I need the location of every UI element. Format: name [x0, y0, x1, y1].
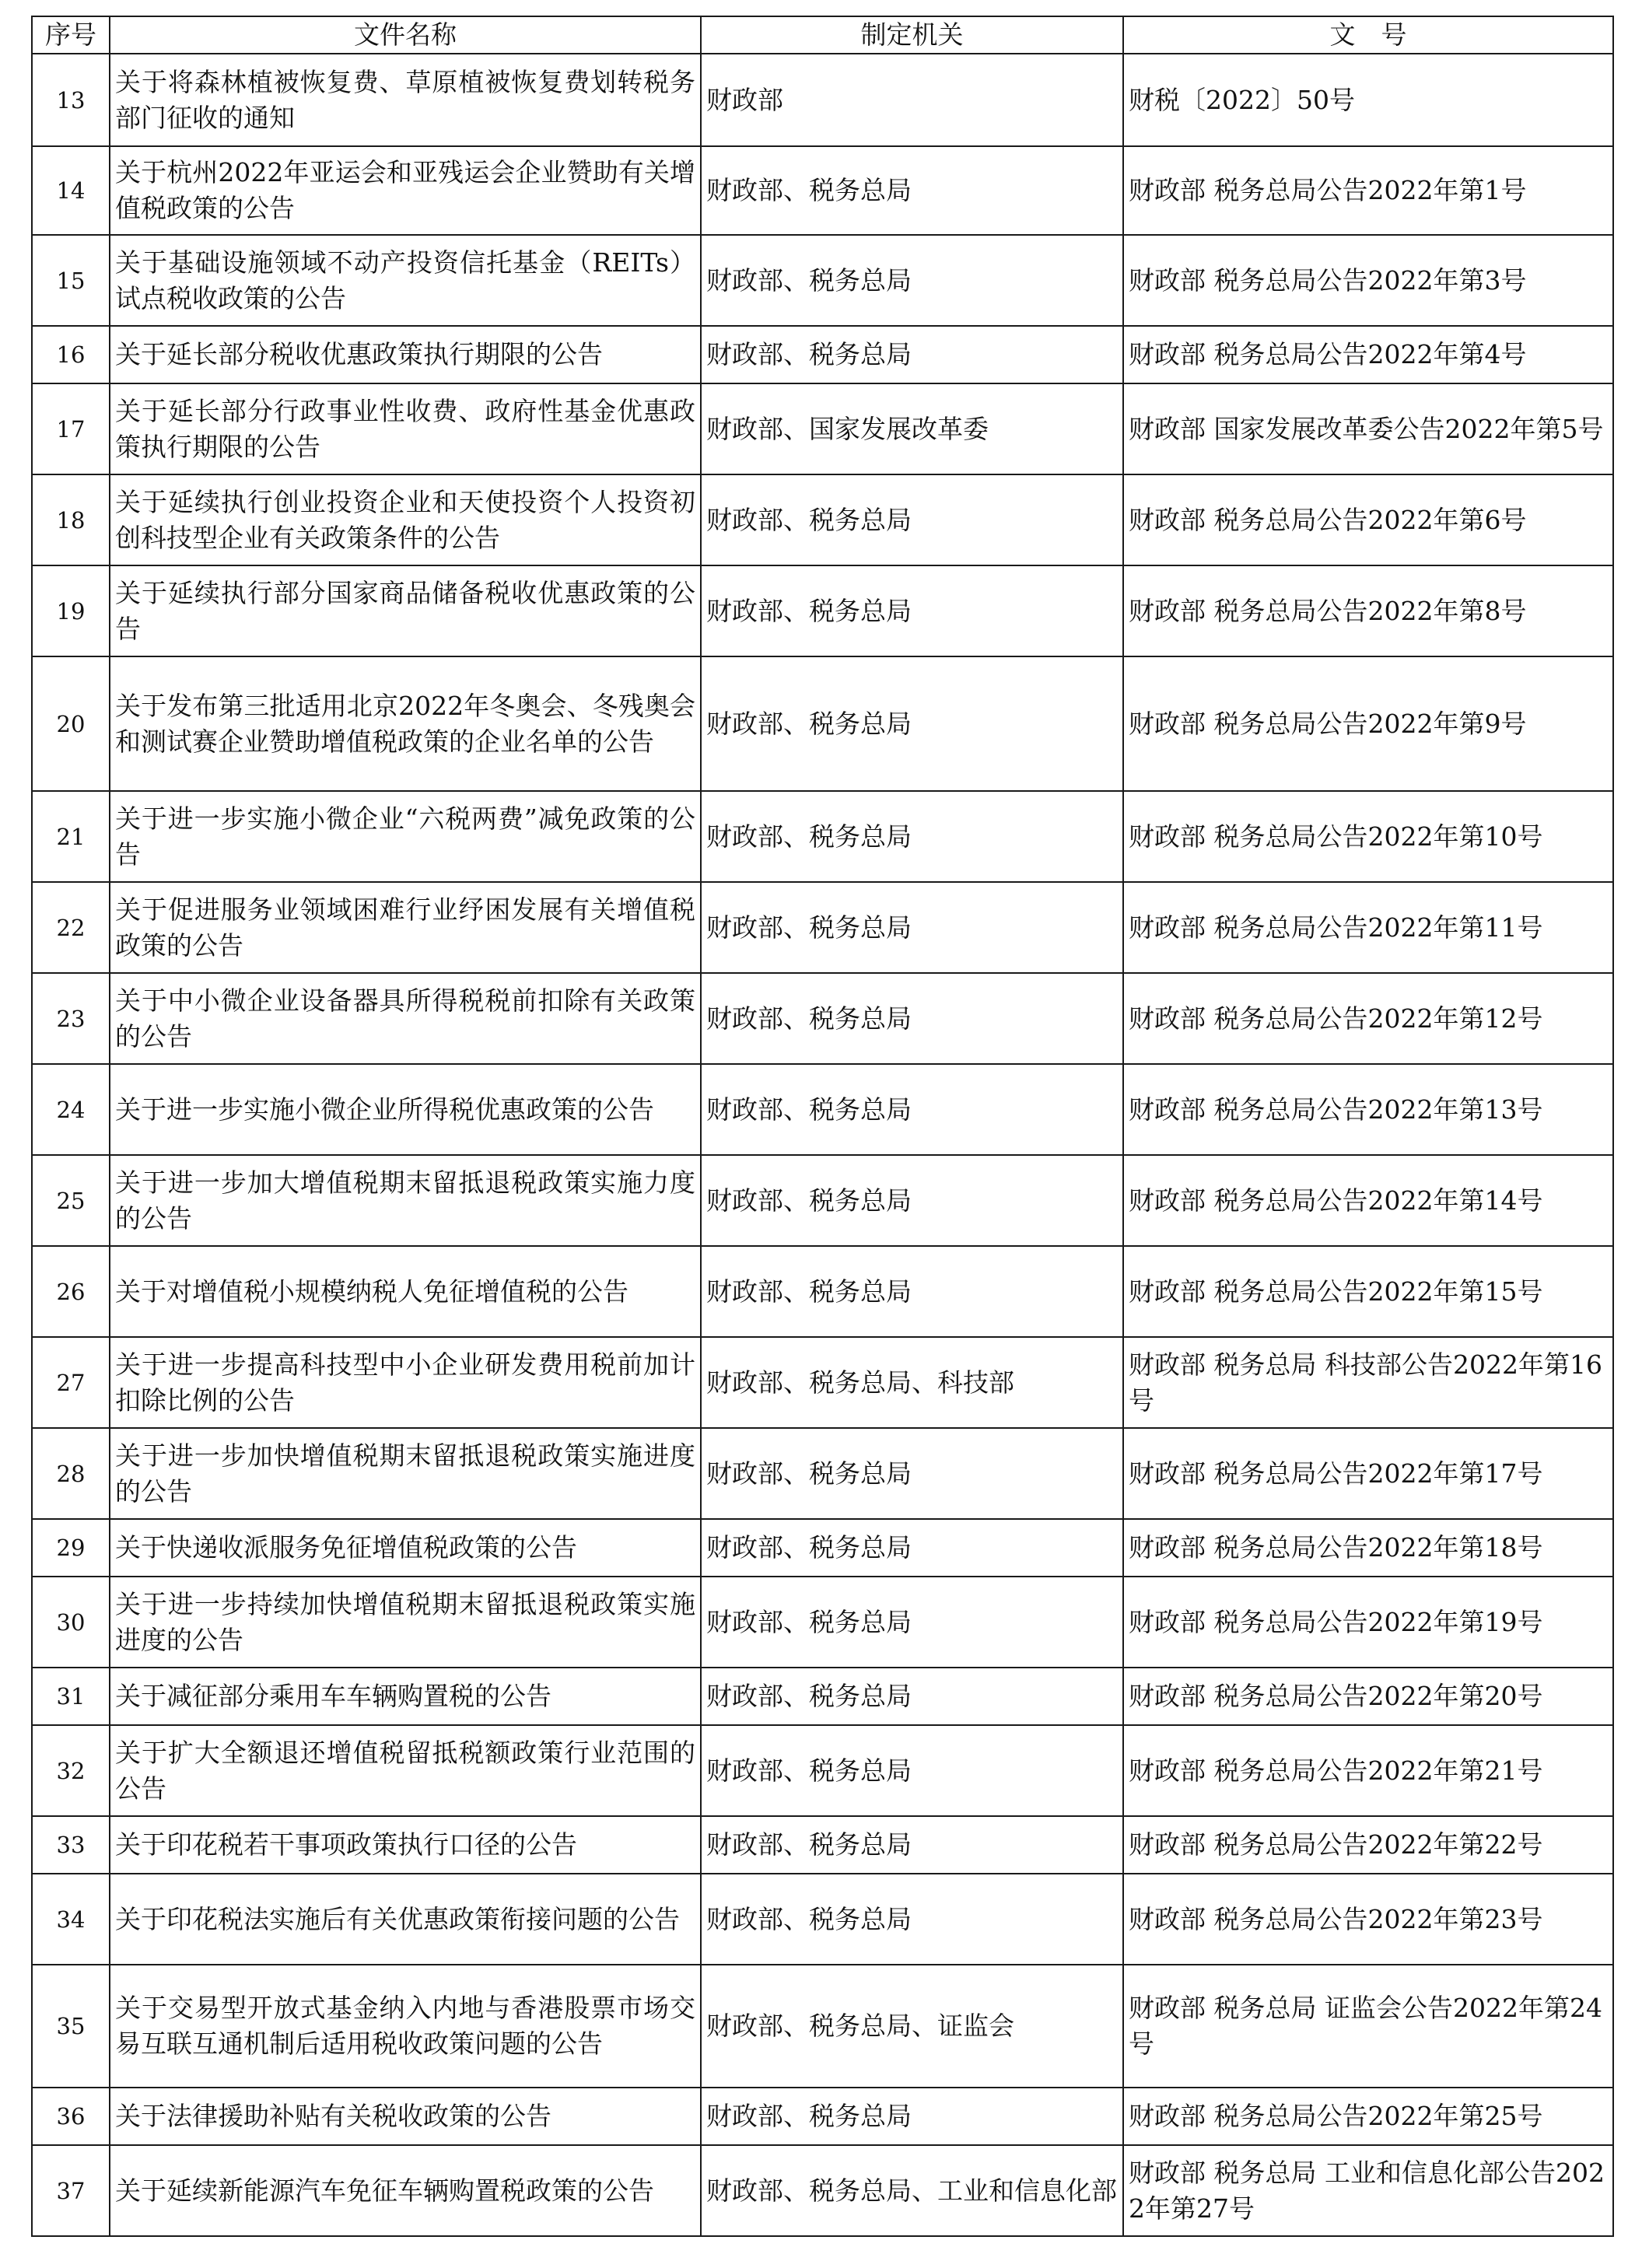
document-name-cell: 关于进一步持续加快增值税期末留抵退税政策实施进度的公告	[110, 1577, 701, 1668]
row-number: 27	[32, 1337, 110, 1428]
document-name-cell: 关于中小微企业设备器具所得税税前扣除有关政策的公告	[110, 973, 701, 1064]
table-row	[32, 383, 1613, 474]
row-number: 25	[32, 1155, 110, 1246]
document-number-cell: 财政部 税务总局公告2022年第11号	[1123, 882, 1613, 973]
table-row	[32, 1725, 1613, 1816]
row-number: 18	[32, 474, 110, 565]
document-name-cell: 关于印花税法实施后有关优惠政策衔接问题的公告	[110, 1874, 701, 1965]
issuing-authority-cell: 财政部	[701, 54, 1123, 146]
document-number-cell: 财政部 税务总局公告2022年第18号	[1123, 1519, 1613, 1577]
row-number: 33	[32, 1816, 110, 1874]
row-number: 24	[32, 1064, 110, 1155]
document-name-cell: 关于促进服务业领域困难行业纾困发展有关增值税政策的公告	[110, 882, 701, 973]
document-name-cell: 关于延续新能源汽车免征车辆购置税政策的公告	[110, 2145, 701, 2236]
row-number: 36	[32, 2088, 110, 2145]
issuing-authority-cell: 财政部、税务总局	[701, 791, 1123, 882]
document-number-cell: 财政部 税务总局公告2022年第25号	[1123, 2088, 1613, 2145]
row-number: 21	[32, 791, 110, 882]
row-number: 28	[32, 1428, 110, 1519]
document-name-cell: 关于减征部分乘用车车辆购置税的公告	[110, 1668, 701, 1725]
issuing-authority-cell: 财政部、税务总局、工业和信息化部	[701, 2145, 1123, 2236]
document-number-cell: 财政部 税务总局公告2022年第3号	[1123, 235, 1613, 326]
row-number: 15	[32, 235, 110, 326]
issuing-authority-cell: 财政部、税务总局	[701, 326, 1123, 383]
table-row	[32, 326, 1613, 383]
row-number: 34	[32, 1874, 110, 1965]
header-number: 序号	[32, 16, 110, 54]
document-name-cell: 关于扩大全额退还增值税留抵税额政策行业范围的公告	[110, 1725, 701, 1816]
document-number-cell: 财政部 税务总局公告2022年第13号	[1123, 1064, 1613, 1155]
document-number-cell: 财政部 税务总局公告2022年第12号	[1123, 973, 1613, 1064]
document-name-cell: 关于基础设施领域不动产投资信托基金（REITs）试点税收政策的公告	[110, 235, 701, 326]
issuing-authority-cell: 财政部、税务总局	[701, 1428, 1123, 1519]
header-issuing-authority: 制定机关	[701, 16, 1123, 54]
table-header-row	[32, 16, 1613, 54]
document-name-cell: 关于延续执行创业投资企业和天使投资个人投资初创科技型企业有关政策条件的公告	[110, 474, 701, 565]
document-number-cell: 财政部 国家发展改革委公告2022年第5号	[1123, 383, 1613, 474]
row-number: 13	[32, 54, 110, 146]
row-number: 22	[32, 882, 110, 973]
row-number: 26	[32, 1246, 110, 1337]
document-number-cell: 财政部 税务总局公告2022年第21号	[1123, 1725, 1613, 1816]
document-number-cell: 财政部 税务总局公告2022年第6号	[1123, 474, 1613, 565]
table-row	[32, 1874, 1613, 1965]
issuing-authority-cell: 财政部、税务总局	[701, 1064, 1123, 1155]
issuing-authority-cell: 财政部、税务总局	[701, 565, 1123, 656]
document-name-cell: 关于延长部分行政事业性收费、政府性基金优惠政策执行期限的公告	[110, 383, 701, 474]
table-row	[32, 1155, 1613, 1246]
document-number-cell: 财政部 税务总局 科技部公告2022年第16号	[1123, 1337, 1613, 1428]
table-row	[32, 2088, 1613, 2145]
issuing-authority-cell: 财政部、税务总局	[701, 474, 1123, 565]
document-number-cell: 财政部 税务总局公告2022年第10号	[1123, 791, 1613, 882]
table-row	[32, 54, 1613, 146]
row-number: 29	[32, 1519, 110, 1577]
policy-table	[31, 16, 1614, 2237]
row-number: 17	[32, 383, 110, 474]
table-body	[32, 54, 1613, 2236]
table-row	[32, 1337, 1613, 1428]
row-number: 32	[32, 1725, 110, 1816]
table-row	[32, 474, 1613, 565]
issuing-authority-cell: 财政部、税务总局	[701, 235, 1123, 326]
table-row	[32, 1064, 1613, 1155]
table-row	[32, 235, 1613, 326]
document-number-cell: 财政部 税务总局 工业和信息化部公告2022年第27号	[1123, 2145, 1613, 2236]
document-number-cell: 财政部 税务总局公告2022年第19号	[1123, 1577, 1613, 1668]
document-number-cell: 财政部 税务总局公告2022年第14号	[1123, 1155, 1613, 1246]
row-number: 35	[32, 1965, 110, 2088]
document-number-cell: 财政部 税务总局公告2022年第8号	[1123, 565, 1613, 656]
table-row	[32, 882, 1613, 973]
document-number-cell: 财税〔2022〕50号	[1123, 54, 1613, 146]
document-page	[31, 16, 1612, 2237]
row-number: 19	[32, 565, 110, 656]
table-row	[32, 1246, 1613, 1337]
row-number: 14	[32, 146, 110, 235]
document-name-cell: 关于法律援助补贴有关税收政策的公告	[110, 2088, 701, 2145]
header-document-number: 文 号	[1123, 16, 1613, 54]
row-number: 31	[32, 1668, 110, 1725]
document-name-cell: 关于快递收派服务免征增值税政策的公告	[110, 1519, 701, 1577]
document-name-cell: 关于延续执行部分国家商品储备税收优惠政策的公告	[110, 565, 701, 656]
issuing-authority-cell: 财政部、税务总局	[701, 1874, 1123, 1965]
table-row	[32, 1428, 1613, 1519]
table-row	[32, 973, 1613, 1064]
issuing-authority-cell: 财政部、国家发展改革委	[701, 383, 1123, 474]
document-name-cell: 关于进一步实施小微企业“六税两费”减免政策的公告	[110, 791, 701, 882]
table-row	[32, 1519, 1613, 1577]
issuing-authority-cell: 财政部、税务总局、证监会	[701, 1965, 1123, 2088]
document-name-cell: 关于将森林植被恢复费、草原植被恢复费划转税务部门征收的通知	[110, 54, 701, 146]
issuing-authority-cell: 财政部、税务总局、科技部	[701, 1337, 1123, 1428]
document-number-cell: 财政部 税务总局公告2022年第23号	[1123, 1874, 1613, 1965]
document-name-cell: 关于杭州2022年亚运会和亚残运会企业赞助有关增值税政策的公告	[110, 146, 701, 235]
document-number-cell: 财政部 税务总局公告2022年第9号	[1123, 656, 1613, 791]
row-number: 16	[32, 326, 110, 383]
issuing-authority-cell: 财政部、税务总局	[701, 1577, 1123, 1668]
document-number-cell: 财政部 税务总局公告2022年第17号	[1123, 1428, 1613, 1519]
document-name-cell: 关于进一步加大增值税期末留抵退税政策实施力度的公告	[110, 1155, 701, 1246]
issuing-authority-cell: 财政部、税务总局	[701, 882, 1123, 973]
issuing-authority-cell: 财政部、税务总局	[701, 1519, 1123, 1577]
issuing-authority-cell: 财政部、税务总局	[701, 656, 1123, 791]
table-row	[32, 1965, 1613, 2088]
document-name-cell: 关于交易型开放式基金纳入内地与香港股票市场交易互联互通机制后适用税收政策问题的公告	[110, 1965, 701, 2088]
document-number-cell: 财政部 税务总局公告2022年第15号	[1123, 1246, 1613, 1337]
table-row	[32, 2145, 1613, 2236]
document-name-cell: 关于印花税若干事项政策执行口径的公告	[110, 1816, 701, 1874]
document-number-cell: 财政部 税务总局公告2022年第4号	[1123, 326, 1613, 383]
document-number-cell: 财政部 税务总局 证监会公告2022年第24号	[1123, 1965, 1613, 2088]
document-number-cell: 财政部 税务总局公告2022年第20号	[1123, 1668, 1613, 1725]
issuing-authority-cell: 财政部、税务总局	[701, 146, 1123, 235]
table-row	[32, 1816, 1613, 1874]
document-name-cell: 关于延长部分税收优惠政策执行期限的公告	[110, 326, 701, 383]
issuing-authority-cell: 财政部、税务总局	[701, 1155, 1123, 1246]
issuing-authority-cell: 财政部、税务总局	[701, 2088, 1123, 2145]
row-number: 20	[32, 656, 110, 791]
header-document-name: 文件名称	[110, 16, 701, 54]
row-number: 37	[32, 2145, 110, 2236]
issuing-authority-cell: 财政部、税务总局	[701, 1725, 1123, 1816]
document-name-cell: 关于发布第三批适用北京2022年冬奥会、冬残奥会和测试赛企业赞助增值税政策的企业名单的公告	[110, 656, 701, 791]
table-row	[32, 656, 1613, 791]
issuing-authority-cell: 财政部、税务总局	[701, 1246, 1123, 1337]
table-row	[32, 146, 1613, 235]
table-row	[32, 1577, 1613, 1668]
issuing-authority-cell: 财政部、税务总局	[701, 1816, 1123, 1874]
document-name-cell: 关于对增值税小规模纳税人免征增值税的公告	[110, 1246, 701, 1337]
document-name-cell: 关于进一步加快增值税期末留抵退税政策实施进度的公告	[110, 1428, 701, 1519]
document-number-cell: 财政部 税务总局公告2022年第1号	[1123, 146, 1613, 235]
document-number-cell: 财政部 税务总局公告2022年第22号	[1123, 1816, 1613, 1874]
table-row	[32, 565, 1613, 656]
row-number: 30	[32, 1577, 110, 1668]
issuing-authority-cell: 财政部、税务总局	[701, 1668, 1123, 1725]
table-row	[32, 791, 1613, 882]
table-row	[32, 1668, 1613, 1725]
document-name-cell: 关于进一步实施小微企业所得税优惠政策的公告	[110, 1064, 701, 1155]
document-name-cell: 关于进一步提高科技型中小企业研发费用税前加计扣除比例的公告	[110, 1337, 701, 1428]
row-number: 23	[32, 973, 110, 1064]
issuing-authority-cell: 财政部、税务总局	[701, 973, 1123, 1064]
